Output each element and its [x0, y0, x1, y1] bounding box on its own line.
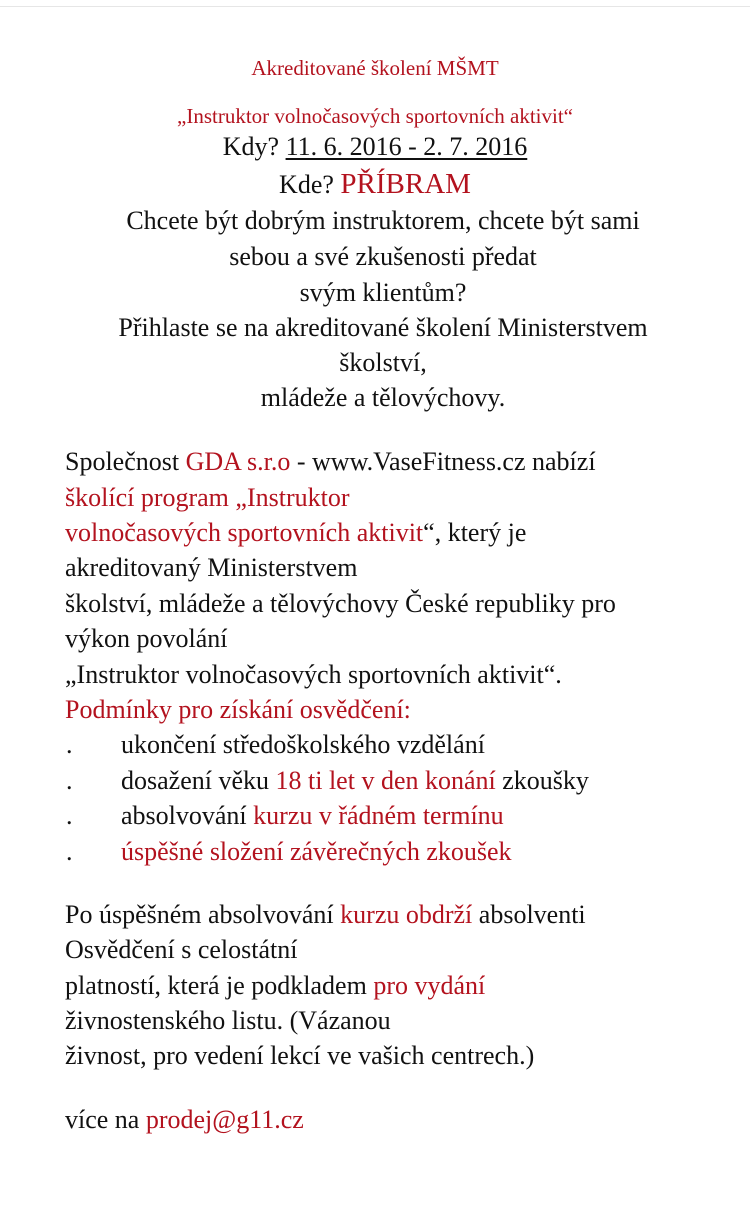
condition-text-4: úspěšné složení závěrečných zkoušek — [121, 837, 512, 866]
intro-line-1: Chcete být dobrým instruktorem, chcete být sami — [126, 206, 640, 235]
after-line-3-b: pro vydání — [373, 971, 486, 1000]
condition-text-1: ukončení středoškolského vzdělání — [121, 730, 485, 759]
bullet: . — [66, 801, 73, 830]
condition-2-part-b: 18 ti let v den konání — [275, 766, 496, 795]
offer-program-name: volnočasových sportovních aktivit — [65, 518, 424, 547]
where-label: Kde? — [279, 170, 341, 199]
offer-website-text: - www.VaseFitness.cz nabízí — [290, 447, 596, 476]
contact-label: více na — [65, 1105, 146, 1134]
after-line-1-b: kurzu obdrží — [340, 900, 473, 929]
offer-line-7: „Instruktor volnočasových sportovních aktivit“. — [65, 660, 562, 689]
condition-text-2 — [121, 766, 589, 796]
condition-2-part-a: dosažení věku — [121, 766, 276, 795]
after-line-2: Osvědčení s celostátní — [65, 935, 298, 964]
top-divider — [0, 6, 750, 7]
intro-line-5: školství, — [339, 348, 427, 377]
offer-company-prefix: Společnost — [65, 447, 186, 476]
after-line-1-c: absolventi — [472, 900, 586, 929]
after-line-1-a: Po úspěšném absolvování — [65, 900, 341, 929]
offer-line-4: akreditovaný Ministerstvem — [65, 553, 358, 582]
offer-company-name: GDA s.r.o — [185, 447, 291, 476]
where-line — [0, 168, 750, 201]
condition-3-part-b: kurzu v řádném termínu — [253, 801, 504, 830]
offer-line-1 — [65, 447, 596, 477]
when-line — [0, 132, 750, 162]
bullet: . — [66, 766, 73, 795]
bullet: . — [66, 730, 73, 759]
when-dates: 11. 6. 2016 - 2. 7. 2016 — [285, 132, 528, 161]
intro-line-6: mládeže a tělovýchovy. — [260, 383, 506, 412]
document-title: Akreditované školení MŠMT — [251, 56, 499, 80]
condition-3-part-a: absolvování — [121, 801, 254, 830]
bullet: . — [66, 837, 73, 866]
offer-line-3-tail: “, který je — [423, 518, 527, 547]
intro-line-3: svým klientům? — [299, 278, 467, 307]
intro-line-4: Přihlaste se na akreditované školení Ministerstvem — [118, 313, 648, 342]
offer-line-2: školící program „Instruktor — [65, 483, 350, 512]
where-place: PŘÍBRAM — [340, 168, 471, 200]
offer-line-6: výkon povolání — [65, 624, 228, 653]
intro-line-2: sebou a své zkušenosti předat — [229, 242, 537, 271]
after-line-5: živnost, pro vedení lekcí ve vašich centrech.) — [65, 1041, 535, 1070]
conditions-heading: Podmínky pro získání osvědčení: — [65, 695, 411, 724]
contact-email-link[interactable]: prodej@g11.cz — [145, 1105, 304, 1134]
when-label: Kdy? — [222, 132, 286, 161]
contact-line — [65, 1105, 304, 1135]
after-line-3-a: platností, která je podkladem — [65, 971, 374, 1000]
offer-line-5: školství, mládeže a tělovýchovy České republiky pro — [65, 589, 616, 618]
after-line-1 — [65, 900, 586, 930]
condition-2-part-c: zkoušky — [495, 766, 589, 795]
after-line-4: živnostenského listu. (Vázanou — [65, 1006, 391, 1035]
document-subtitle: „Instruktor volnočasových sportovních aktivit“ — [177, 104, 573, 128]
after-line-3 — [65, 971, 485, 1001]
offer-line-3 — [65, 518, 526, 548]
condition-text-3 — [121, 801, 504, 831]
